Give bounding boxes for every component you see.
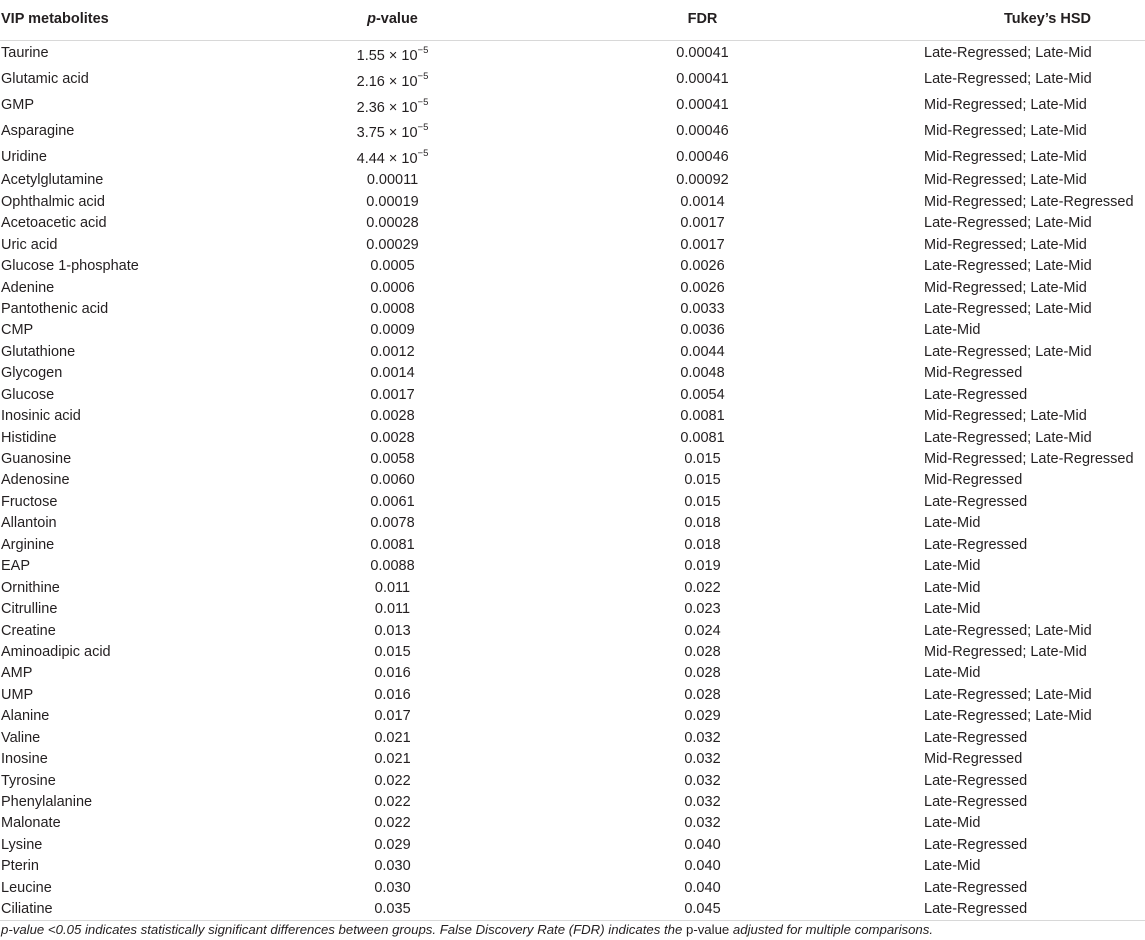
p-value-cell [290,67,495,93]
fdr-value: 0.028 [684,643,721,660]
p-value: 0.011 [374,579,411,596]
p-value-cell [290,170,495,191]
tukey-hsd-value: Late-Regressed [924,879,1028,896]
table-row [0,427,1145,448]
fdr-value: 0.040 [684,858,721,875]
metabolite-name: Glucose [1,386,55,403]
p-value: 2.16 × 10 [356,73,418,90]
metabolite-name: Creatine [1,622,56,639]
table-row [0,320,1145,341]
p-value: 0.011 [374,601,411,618]
fdr-value: 0.00092 [676,172,729,189]
metabolite-name: Acetoacetic acid [1,215,107,232]
tukey-hsd-value: Mid-Regressed; Late-Mid [924,408,1087,425]
p-value-exponent: −5 [417,70,429,82]
fdr-value: 0.00041 [676,97,729,114]
p-value: 0.0017 [370,386,415,403]
p-value-cell [290,577,495,598]
fdr-value: 0.040 [684,836,721,853]
metabolite-name: Phenylalanine [1,794,93,811]
p-value: 3.75 × 10 [356,125,418,142]
tukey-hsd-value: Mid-Regressed [924,751,1023,768]
metabolite-name: Adenine [1,279,55,296]
metabolite-name: Histidine [1,429,57,446]
fdr-value: 0.022 [684,579,721,596]
tukey-hsd-value: Mid-Regressed; Late-Regressed [924,451,1134,468]
table-header [0,0,1145,41]
p-value-cell [290,234,495,255]
p-value-cell [290,427,495,448]
p-value-cell [290,363,495,384]
table-row [0,93,1145,119]
fdr-value: 0.040 [684,879,721,896]
header-row [0,0,1145,41]
tukey-hsd-value: Late-Mid [924,515,981,532]
fdr-value: 0.00046 [676,148,729,165]
table-row [0,835,1145,856]
p-value-cell [290,93,495,119]
table-row [0,685,1145,706]
table-row [0,535,1145,556]
p-value: 0.035 [374,901,411,918]
p-value: 0.021 [374,751,411,768]
table-row [0,299,1145,320]
table-row [0,770,1145,791]
p-value-exponent: −5 [417,122,429,134]
fdr-value: 0.00041 [676,45,729,62]
metabolite-name: EAP [1,558,31,575]
fdr-value: 0.0036 [680,322,725,339]
p-value-cell [290,320,495,341]
fdr-value: 0.0014 [680,193,725,210]
p-value: 0.0008 [370,300,415,317]
p-value-cell [290,492,495,513]
metabolite-name: Inosinic acid [1,408,81,425]
metabolite-name: CMP [1,322,34,339]
fdr-value: 0.0026 [680,258,725,275]
p-value: 0.021 [374,729,411,746]
p-value-cell [290,899,495,921]
p-value: 0.017 [374,708,411,725]
p-value: 1.55 × 10 [356,47,418,64]
fdr-value: 0.032 [684,751,721,768]
metabolite-name: Arginine [1,536,55,553]
p-value: 0.0028 [370,429,415,446]
header-p-value [290,0,495,41]
p-value: 0.0006 [370,279,415,296]
tukey-hsd-value: Mid-Regressed; Late-Mid [924,236,1087,253]
fdr-value: 0.0033 [680,300,725,317]
tukey-hsd-value: Late-Regressed; Late-Mid [924,708,1092,725]
fdr-value: 0.019 [684,558,721,575]
p-value: 0.00028 [366,215,419,232]
table-row [0,792,1145,813]
metabolite-name: Acetylglutamine [1,172,104,189]
tukey-hsd-value: Late-Regressed [910,899,1145,921]
table-row [0,342,1145,363]
tukey-hsd-value: Late-Mid [924,858,981,875]
footnote-part2: p-value [685,922,730,937]
fdr-value: 0.023 [684,601,721,618]
tukey-hsd-value: Mid-Regressed; Late-Mid [924,279,1087,296]
metabolite-name: Adenosine [1,472,70,489]
table-row [0,513,1145,534]
p-value: 2.36 × 10 [356,99,418,116]
metabolite-name: Fructose [1,493,58,510]
p-value-cell [290,835,495,856]
p-value: 0.013 [374,622,411,639]
fdr-value: 0.0081 [680,408,725,425]
metabolite-name: Ornithine [1,579,60,596]
table-row [0,118,1145,144]
table-row [0,213,1145,234]
header-fdr: FDR [495,0,910,41]
tukey-hsd-value: Mid-Regressed; Late-Mid [924,97,1087,114]
p-value-cell [290,449,495,470]
table-row [0,577,1145,598]
p-value-cell [290,41,495,67]
table-row [0,620,1145,641]
p-value-cell [290,406,495,427]
p-value-cell [290,118,495,144]
p-value-cell [290,470,495,491]
p-value: 0.0005 [370,258,415,275]
table-row [0,492,1145,513]
table-row [0,385,1145,406]
p-value-cell [290,685,495,706]
metabolite-name: Glucose 1-phosphate [1,258,139,275]
p-value: 0.022 [374,815,411,832]
tukey-hsd-value: Late-Regressed; Late-Mid [924,215,1092,232]
table-row [0,749,1145,770]
tukey-hsd-value: Mid-Regressed; Late-Mid [924,148,1087,165]
metabolite-name: AMP [1,665,33,682]
tukey-hsd-value: Late-Regressed; Late-Mid [924,45,1092,62]
p-value-cell [290,277,495,298]
header-p-italic: p [367,11,376,27]
p-value-cell [290,599,495,620]
metabolite-name: Ciliatine [0,899,290,921]
tukey-hsd-value: Late-Mid [924,665,981,682]
table-row [0,599,1145,620]
p-value: 0.0081 [370,536,415,553]
metabolite-name: Glycogen [1,365,63,382]
p-value: 0.029 [374,836,411,853]
p-value: 0.00019 [366,193,419,210]
tukey-hsd-value: Mid-Regressed [924,472,1023,489]
fdr-value: 0.00041 [676,71,729,88]
table-body [0,41,1145,921]
tukey-hsd-value: Late-Regressed; Late-Mid [924,429,1092,446]
tukey-hsd-value: Late-Regressed; Late-Mid [924,258,1092,275]
p-value-cell [290,663,495,684]
table-row [0,363,1145,384]
fdr-value: 0.0017 [680,236,725,253]
tukey-hsd-value: Late-Regressed; Late-Mid [924,300,1092,317]
p-value-cell [290,770,495,791]
p-value: 4.44 × 10 [356,151,418,168]
p-value-cell [290,706,495,727]
p-value: 0.00029 [366,236,419,253]
p-value-exponent: −5 [417,96,429,108]
fdr-value: 0.015 [684,472,721,489]
footnote-part3: adjusted for multiple comparisons. [729,922,934,937]
table-row [0,406,1145,427]
p-value-cell [290,749,495,770]
fdr-value: 0.032 [684,815,721,832]
fdr-value: 0.00046 [676,122,729,139]
metabolite-name: Ophthalmic acid [1,193,105,210]
metabolite-name: Inosine [1,751,48,768]
p-value-exponent: −5 [417,148,429,160]
fdr-value: 0.0017 [680,215,725,232]
tukey-hsd-value: Late-Regressed; Late-Mid [924,71,1092,88]
fdr-value: 0.015 [684,451,721,468]
fdr-value: 0.0054 [680,386,725,403]
tukey-hsd-value: Late-Regressed [924,729,1028,746]
p-value-cell [290,144,495,170]
p-value-cell [290,878,495,899]
fdr-value: 0.018 [684,536,721,553]
fdr-value: 0.0048 [680,365,725,382]
table-row [0,642,1145,663]
tukey-hsd-value: Late-Regressed; Late-Mid [924,622,1092,639]
metabolite-name: Lysine [1,836,43,853]
metabolite-name: Leucine [1,879,52,896]
p-value-cell [290,856,495,877]
tukey-hsd-value: Late-Regressed [924,772,1028,789]
table-row [0,144,1145,170]
p-value: 0.016 [374,686,411,703]
metabolite-name: Guanosine [1,451,72,468]
tukey-hsd-value: Late-Mid [924,322,981,339]
table-row [0,192,1145,213]
p-value-cell [290,728,495,749]
tukey-hsd-value: Mid-Regressed; Late-Mid [924,643,1087,660]
tukey-hsd-value: Late-Regressed [924,536,1028,553]
p-value: 0.0061 [370,493,415,510]
tukey-hsd-value: Mid-Regressed [924,365,1023,382]
footnote-part1: p-value <0.05 indicates statistically significant differences between groups. False Discovery Rate (FDR) indicates the [1,922,686,937]
p-value: 0.022 [374,772,411,789]
table-row [0,706,1145,727]
p-value-cell [290,213,495,234]
p-value-cell [290,256,495,277]
p-value: 0.015 [374,643,411,660]
p-value: 0.022 [374,794,411,811]
p-value: 0.030 [374,858,411,875]
p-value-cell [290,813,495,834]
table-row [0,170,1145,191]
fdr-value: 0.028 [684,665,721,682]
header-vip-metabolites: VIP metabolites [0,0,290,41]
tukey-hsd-value: Late-Regressed [924,794,1028,811]
metabolite-name: Tyrosine [1,772,56,789]
tukey-hsd-value: Mid-Regressed; Late-Regressed [924,193,1134,210]
table-row [0,234,1145,255]
p-value-exponent: −5 [417,45,429,56]
metabolite-name: Alanine [1,708,50,725]
p-value: 0.0058 [370,451,415,468]
p-value: 0.0009 [370,322,415,339]
fdr-value: 0.0081 [680,429,725,446]
p-value-cell [290,792,495,813]
p-value: 0.0014 [370,365,415,382]
p-value: 0.0028 [370,408,415,425]
tukey-hsd-value: Late-Mid [924,815,981,832]
metabolite-name: Uric acid [1,236,58,253]
metabolite-name: GMP [1,97,35,114]
p-value-cell [290,385,495,406]
table-footnote [1,922,933,937]
fdr-value: 0.024 [684,622,721,639]
table-row [0,256,1145,277]
metabolite-name: Allantoin [1,515,57,532]
table-row [0,449,1145,470]
tukey-hsd-value: Mid-Regressed; Late-Mid [924,172,1087,189]
metabolite-name: Valine [1,729,41,746]
fdr-value: 0.018 [684,515,721,532]
metabolite-name: Malonate [1,815,61,832]
fdr-value: 0.015 [684,493,721,510]
tukey-hsd-value: Late-Regressed; Late-Mid [924,686,1092,703]
p-value: 0.030 [374,879,411,896]
p-value-cell [290,535,495,556]
fdr-value: 0.032 [684,772,721,789]
fdr-value: 0.029 [684,708,721,725]
p-value: 0.00011 [366,172,419,189]
metabolite-name: Citrulline [1,601,58,618]
p-value: 0.0012 [370,343,415,360]
metabolite-name: Pantothenic acid [1,300,109,317]
p-value: 0.016 [374,665,411,682]
table-row [0,470,1145,491]
fdr-value: 0.0026 [680,279,725,296]
tukey-hsd-value: Late-Mid [924,601,981,618]
metabolite-name: Uridine [1,148,47,165]
fdr-value: 0.032 [684,794,721,811]
tukey-hsd-value: Late-Regressed [924,386,1028,403]
tukey-hsd-value: Late-Regressed [924,493,1028,510]
metabolite-name: Pterin [1,858,39,875]
tukey-hsd-value: Late-Mid [924,558,981,575]
p-value: 0.0088 [370,558,415,575]
p-value: 0.0078 [370,515,415,532]
p-value-cell [290,620,495,641]
table-row [0,663,1145,684]
table-row [0,878,1145,899]
fdr-value: 0.045 [495,899,910,921]
fdr-value: 0.0044 [680,343,725,360]
tukey-hsd-value: Mid-Regressed; Late-Mid [924,122,1087,139]
p-value-cell [290,642,495,663]
table-row [0,67,1145,93]
table-row [0,41,1145,67]
p-value-cell [290,299,495,320]
p-value-cell [290,513,495,534]
p-value-cell [290,556,495,577]
table-row [0,556,1145,577]
header-p-rest: -value [375,11,418,27]
metabolite-name: Glutathione [1,343,76,360]
metabolite-name: Aminoadipic acid [1,643,111,660]
metabolite-name: Glutamic acid [1,71,89,88]
tukey-hsd-value: Late-Regressed [924,836,1028,853]
tukey-hsd-value: Late-Mid [924,579,981,596]
table-row [0,728,1145,749]
metabolite-name: Taurine [1,45,49,62]
table-row [0,813,1145,834]
header-tukey-hsd: Tukey’s HSD [910,0,1145,41]
table-row [0,899,1145,921]
fdr-value: 0.032 [684,729,721,746]
tukey-hsd-value: Late-Regressed; Late-Mid [924,343,1092,360]
table-row [0,277,1145,298]
metabolite-name: UMP [1,686,34,703]
metabolite-name: Asparagine [1,122,75,139]
p-value-cell [290,192,495,213]
fdr-value: 0.028 [684,686,721,703]
table-row [0,856,1145,877]
p-value: 0.0060 [370,472,415,489]
p-value-cell [290,342,495,363]
